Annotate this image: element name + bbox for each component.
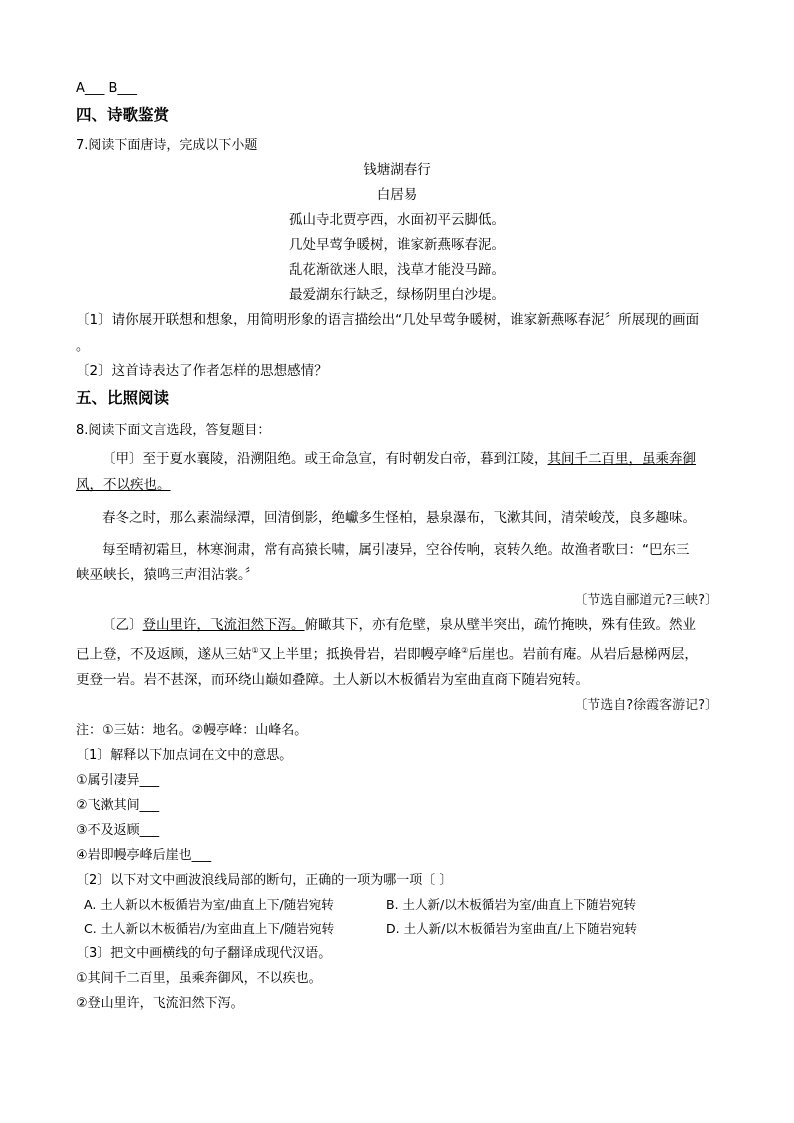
question-8-3-item: ②登山里许，飞流汩然下泻。 [76,995,244,1011]
option-a: A. 土人新以木板循岩为室/曲直上下/随岩宛转 [84,896,334,912]
question-7-prompt: 7.阅读下面唐诗，完成以下小题 [76,138,258,153]
question-8-3-item: ①其间千二百里，虽乘奔御风，不以疾也。 [76,970,322,986]
option-c: C. 土人新以木板循岩/为室曲直上下/随岩宛转 [84,920,335,936]
document-page [76,76,718,1016]
question-8-2: 〔2〕以下对文中画波浪线局部的断句，正确的一项为哪一项〔 〕 [76,872,453,888]
poem-line: 孤山寺北贾亭西，水面初平云脚低。 [289,212,505,228]
passage-yi-line: 更登一岩。岩不甚深，而环绕山巅如叠障。土人新以木板循岩为室曲直商下随岩宛转。 [76,672,589,688]
source-jia: 〔节选自郦道元?三峡?〕 [574,592,718,608]
passage-jia-para3-end: 峡巫峡长，猿鸣三声泪沾裳。〞 [76,567,259,583]
option-b: B. 土人新/以木板循岩为室/曲直上下随岩宛转 [386,896,636,912]
question-7-1-end: 。 [76,338,90,354]
question-8-1-item: ③不及返顾___ [76,822,160,838]
poem-line: 最爱湖东行缺乏，绿杨阴里白沙堤。 [289,287,505,303]
poem-author: 白居易 [376,187,418,203]
source-yi: 〔节选自?徐霞客游记?〕 [574,697,718,713]
passage-jia-line: 风，不以疾也。 [76,476,171,493]
question-8-1-item: ②飞漱其间___ [76,797,160,813]
question-8-1-item: ①属引凄异___ [76,772,160,788]
passage-jia-para3: 每至晴初霜旦，林寒涧肃，常有高猿长啸，属引凄异，空谷传响，哀转久绝。故渔者歌曰：“巴东三 [102,541,690,558]
question-8-3: 〔3〕把文中画横线的句子翻译成现代汉语。 [76,945,332,961]
poem-line: 几处早莺争暖树，谁家新燕啄春泥。 [289,237,505,253]
question-8-1-item: ④岩即幔亭峰后崖也___ [76,847,212,863]
question-7-1: 〔1〕请你展开联想和想象，用简明形象的语言描绘出“几处早莺争暖树，谁家新燕啄春泥〞所展现的画面 [76,312,700,328]
passage-jia-para2: 春冬之时，那么素湍绿潭，回清倒影，绝巘多生怪柏，悬泉瀑布，飞漱其间，清荣峻茂，良多趣味。 [102,510,696,526]
top-blanks: A___ B___ [76,81,137,96]
question-7-2: 〔2〕这首诗表达了作者怎样的思想感情？ [76,362,328,379]
poem-line: 乱花渐欲迷人眼，浅草才能没马蹄。 [289,262,505,278]
option-d: D. 土人新/以木板循岩为室曲直/上下随岩宛转 [386,920,637,936]
question-8-1: 〔1〕解释以下加点词在文中的意思。 [76,747,293,763]
question-8-prompt: 8.阅读下面文言选段，答复题目： [76,423,271,438]
poem-title: 钱塘湖春行 [363,162,431,178]
section-heading-comparison: 五、比照阅读 [76,389,170,407]
section-heading-poetry: 四、诗歌鉴赏 [76,106,170,124]
passage-yi-line: 已上登，不及返顾，遂从三姑①又上半里；抵换骨岩，岩即幔亭峰②后崖也。岩前有庵。从岩后悬梯两层， [76,646,698,663]
note: 注：①三姑：地名。②幔亭峰：山峰名。 [76,722,308,738]
passage-jia-line: 〔甲〕至于夏水襄陵，沿溯阻绝。或王命急宣，有时朝发白帝，暮到江陵，其间千二百里，虽乘奔御 [102,451,696,467]
passage-yi-line: 〔乙〕登山里许，飞流汩然下泻。俯瞰其下，亦有危壁，泉从壁半突出，疏竹掩映，殊有佳致。然业 [102,616,696,633]
options-row [76,893,718,917]
options-row [76,917,718,941]
